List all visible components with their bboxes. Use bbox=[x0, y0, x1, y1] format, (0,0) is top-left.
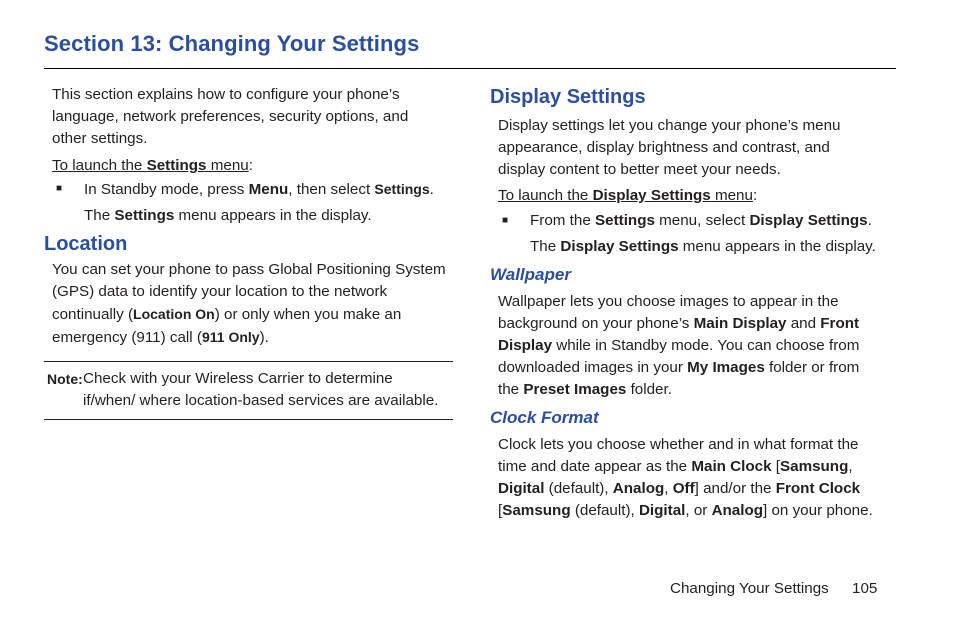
launch-settings-link: To launch the Settings menu bbox=[52, 157, 249, 174]
footer-section-name: Changing Your Settings bbox=[670, 580, 829, 597]
step-bullet: ■ In Standby mode, press Menu, then select Settings. bbox=[44, 178, 452, 201]
launch-display-instruction: To launch the Display Settings menu: bbox=[498, 187, 758, 204]
step-result: The Settings menu appears in the display. bbox=[84, 207, 372, 224]
display-intro-paragraph: Display settings let you change your phone’s menu appearance, display brightness and contrast, and display content to better meet your needs. bbox=[498, 117, 841, 178]
wallpaper-paragraph: Wallpaper lets you choose images to appear in the background on your phone’s Main Display and Front Display while in Standby mode. You can choose from downloaded images in your My Images folder or from the Preset Images folder. bbox=[498, 293, 860, 398]
right-column bbox=[490, 84, 900, 522]
clock-format-heading: Clock Format bbox=[490, 408, 599, 427]
display-step-bullet: ■ From the Settings menu, select Display Settings. bbox=[490, 210, 900, 232]
square-bullet-icon: ■ bbox=[56, 183, 63, 194]
location-paragraph: You can set your phone to pass Global Positioning System (GPS) data to identify your location to the network continually (Location On) or only when you make an emergency (911) call (911 Only). bbox=[52, 261, 446, 346]
launch-settings-instruction: To launch the Settings menu: bbox=[52, 157, 253, 174]
clock-format-paragraph: Clock lets you choose whether and in what format the time and date appear as the Main Clock [Samsung, Digital (default), Analog, Off] and/or the Front Clock [Samsung (default), Digital, or Analog] on your phone. bbox=[498, 436, 873, 519]
display-settings-heading: Display Settings bbox=[490, 86, 646, 108]
intro-paragraph: This section explains how to configure your phone’s language, network preferences, security options, and other settings. bbox=[52, 86, 409, 147]
display-step-result: The Display Settings menu appears in the display. bbox=[530, 238, 876, 255]
launch-display-link: To launch the Display Settings menu bbox=[498, 187, 753, 204]
location-heading: Location bbox=[44, 233, 128, 255]
page-title: Section 13: Changing Your Settings bbox=[44, 31, 420, 56]
wallpaper-heading: Wallpaper bbox=[490, 265, 571, 284]
note-label: Note: bbox=[47, 371, 83, 387]
title-rule bbox=[44, 68, 896, 69]
note-box bbox=[44, 361, 453, 420]
note-row bbox=[47, 368, 453, 412]
note-text: Check with your Wireless Carrier to determine if/when/ where location-based services are available. bbox=[83, 370, 439, 409]
square-bullet-icon: ■ bbox=[502, 215, 509, 226]
footer-page-number: 105 bbox=[852, 580, 878, 597]
left-column bbox=[44, 84, 452, 420]
